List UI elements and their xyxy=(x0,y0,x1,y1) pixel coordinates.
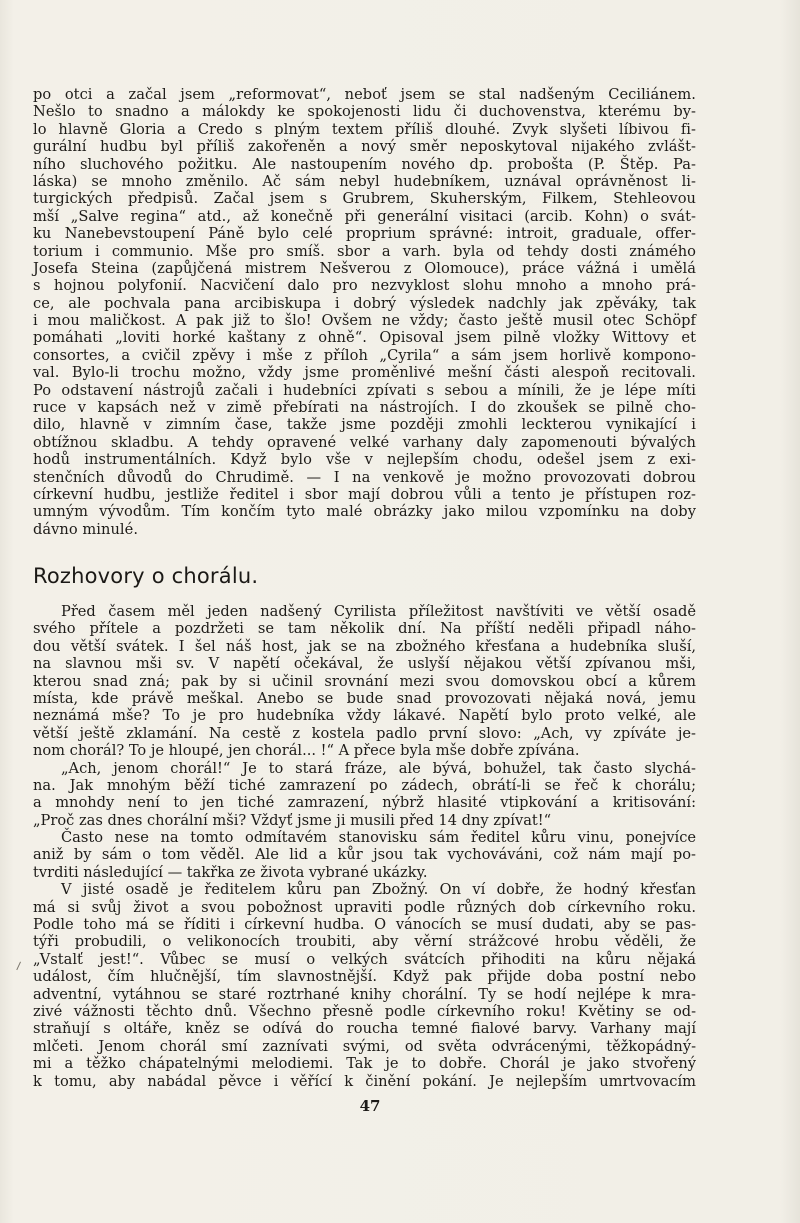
text-line: církevní hudbu, jestliže ředitel i sbor mají dobrou vůli a tento je přístupen roz- xyxy=(33,485,696,503)
text-line: stenčních důvodů do Chrudimě. — I na venkově je možno provozovati dobrou xyxy=(33,468,696,486)
text-line: dilo, hlavně v zimním čase, takže jsme později zmohli leckterou vynikající i xyxy=(33,416,696,434)
text-line: Po odstavení nástrojů začali i hudebníci zpívati s sebou a mínili, že je lépe míti xyxy=(33,381,696,399)
text-line: i mou maličkost. A pak již to šlo! Ovšem ne vždy; často ještě musil otec Schöpf xyxy=(33,312,696,330)
section-heading: Rozhovory o chorálu. xyxy=(33,564,259,588)
text-line: consortes, a cvičil zpěvy i mše z příloh „Cyrila“ a sám jsem horlivě kompono- xyxy=(33,346,696,364)
text-line: ruce v kapsách než v zimě přebírati na nástrojích. I do zkoušek se pilně cho- xyxy=(33,399,696,417)
text-line: láska) se mnoho změnilo. Ač sám nebyl hudebníkem, uznával oprávněnost li- xyxy=(33,172,696,190)
text-line: mší „Salve regina“ atd., až konečně při generální visitaci (arcib. Kohn) o svát- xyxy=(33,207,696,225)
text-line: V jisté osadě je ředitelem kůru pan Zbožný. On ví dobře, že hodný křesťan xyxy=(61,881,696,899)
text-line: tvrditi následující — takřka ze života vybrané ukázky. xyxy=(33,863,428,881)
text-line: místa, kde právě meškal. Anebo se bude snad provozovati nějaká nová, jemu xyxy=(33,689,696,707)
text-line: kterou snad zná; pak by si učinil srovnání mezi svou domovskou obcí a kůrem xyxy=(33,672,696,690)
paragraph-continued xyxy=(33,86,696,538)
text-line: ního sluchového požitku. Ale nastoupením nového dp. probošta (P. Štěp. Pa- xyxy=(33,155,696,173)
text-line: aniž by sám o tom věděl. Ale lid a kůr jsou tak vychováváni, což nám mají po- xyxy=(33,846,696,864)
text-line: Josefa Steina (zapůjčená mistrem Nešverou z Olomouce), práce vážná i umělá xyxy=(33,259,696,277)
text-line: zivé vážnosti těchto dnů. Všechno přesně podle církevního roku! Květiny se od- xyxy=(33,1002,696,1020)
text-line: k tomu, aby nabádal pěvce i věřící k činění pokání. Je nejlepším umrtvovacím xyxy=(33,1072,696,1090)
text-line: neznámá mše? To je pro hudebníka vždy lákavé. Napětí bylo proto velké, ale xyxy=(33,707,696,725)
text-line: ku Nanebevstoupení Páně bylo celé proprium správné: introit, graduale, offer- xyxy=(33,225,696,243)
margin-pencil-mark xyxy=(16,962,23,972)
text-line: Podle toho má se říditi i církevní hudba. O vánocích se musí dudati, aby se pas- xyxy=(33,916,696,934)
text-line: po otci a začal jsem „reformovat“, neboť jsem se stal nadšeným Ceciliánem. xyxy=(33,86,696,103)
text-line: adventní, vytáhnou se staré roztrhané knihy chorální. Ty se hodí nejlépe k mra- xyxy=(33,985,696,1003)
text-line: straňují s oltáře, kněz se odívá do roucha temné fialové barvy. Varhany mají xyxy=(33,1020,696,1038)
text-line: a mnohdy není to jen tiché zamrazení, nýbrž hlasité vtipkování a kritisování: xyxy=(33,794,696,812)
text-line: „Ach, jenom chorál!“ Je to stará fráze, ale bývá, bohužel, tak často slychá- xyxy=(61,759,696,777)
text-line: Nešlo to snadno a málokdy ke spokojenosti lidu či duchovenstva, kterému by- xyxy=(33,103,696,121)
paragraph-main xyxy=(33,603,696,1090)
text-line: turgických předpisů. Začal jsem s Grubrem, Skuherským, Filkem, Stehleovou xyxy=(33,190,696,208)
text-line: „Proč zas dnes chorální mši? Vždyť jsme ji musili před 14 dny zpívat!“ xyxy=(33,811,552,829)
text-line: větší ještě zklamání. Na cestě z kostela padlo první slovo: „Ach, vy zpíváte je- xyxy=(33,724,696,742)
text-line: nom chorál? To je hloupé, jen chorál... !“ A přece byla mše dobře zpívána. xyxy=(33,742,580,760)
text-line: svého přítele a pozdržeti se tam několik dní. Na příští neděli připadl náho- xyxy=(33,620,696,638)
text-line: dou větší svátek. I šel náš host, jak se na zbožného křesťana a hudebníka sluší, xyxy=(33,637,696,655)
text-line: ce, ale pochvala pana arcibiskupa i dobrý výsledek nadchly jak zpěváky, tak xyxy=(33,294,696,312)
text-line: má si svůj život a svou pobožnost upraviti podle různých dob církevního roku. xyxy=(33,898,696,916)
text-line: „Vstalť jest!“. Vůbec se musí o velkých svátcích přihoditi na kůru nějaká xyxy=(33,950,696,968)
page-number: 47 xyxy=(359,1097,381,1115)
text-line: na. Jak mnohým běží tiché zamrazení po zádech, obrátí-li se řeč k chorálu; xyxy=(33,776,696,794)
text-line: týři probudili, o velikonocích troubiti, aby věrní strážcové hrobu věděli, že xyxy=(33,933,696,951)
text-line: Často nese na tomto odmítavém stanovisku sám ředitel kůru vinu, ponejvíce xyxy=(61,829,696,847)
text-line: na slavnou mši sv. V napětí očekával, že uslyší nějakou větší zpívanou mši, xyxy=(33,655,696,673)
text-line: s hojnou polyfonií. Nacvičení dalo pro nezvyklost slohu mnoho a mnoho prá- xyxy=(33,277,696,295)
text-line: lo hlavně Gloria a Credo s plným textem příliš dlouhé. Zvyk slyšeti líbivou fi- xyxy=(33,120,696,138)
text-line: mi a těžko chápatelnými melodiemi. Tak je to dobře. Chorál je jako stvořený xyxy=(33,1055,696,1073)
text-line: Před časem měl jeden nadšený Cyrilista příležitost navštíviti ve větší osadě xyxy=(61,603,696,620)
text-line: dávno minulé. xyxy=(33,520,139,538)
text-line: pomáhati „loviti horké kaštany z ohně“. Opisoval jsem pilně vložky Wittovy et xyxy=(33,329,696,347)
text-line: obtížnou skladbu. A tehdy opravené velké varhany daly zapomenouti bývalých xyxy=(33,433,696,451)
text-line: mlčeti. Jenom chorál smí zaznívati svými, od světa odvrácenými, těžkopádný- xyxy=(33,1037,696,1055)
text-line: gurální hudbu byl příliš zakořeněn a nový směr neposkytoval nijakého zvlášt- xyxy=(33,138,696,156)
text-line: událost, čím hlučnější, tím slavnostnější. Když pak přijde doba postní nebo xyxy=(33,968,696,986)
text-line: hodů instrumentálních. Když bylo vše v nejlepším chodu, odešel jsem z exi- xyxy=(33,451,696,469)
text-line: torium i communio. Mše pro smíš. sbor a varh. byla od tehdy dosti známého xyxy=(33,242,696,260)
text-line: val. Bylo-li trochu možno, vždy jsme proměnlivé mešní části alespoň recitovali. xyxy=(33,364,696,382)
text-line: umným vývodům. Tím končím tyto malé obrázky jako milou vzpomínku na doby xyxy=(33,503,696,521)
